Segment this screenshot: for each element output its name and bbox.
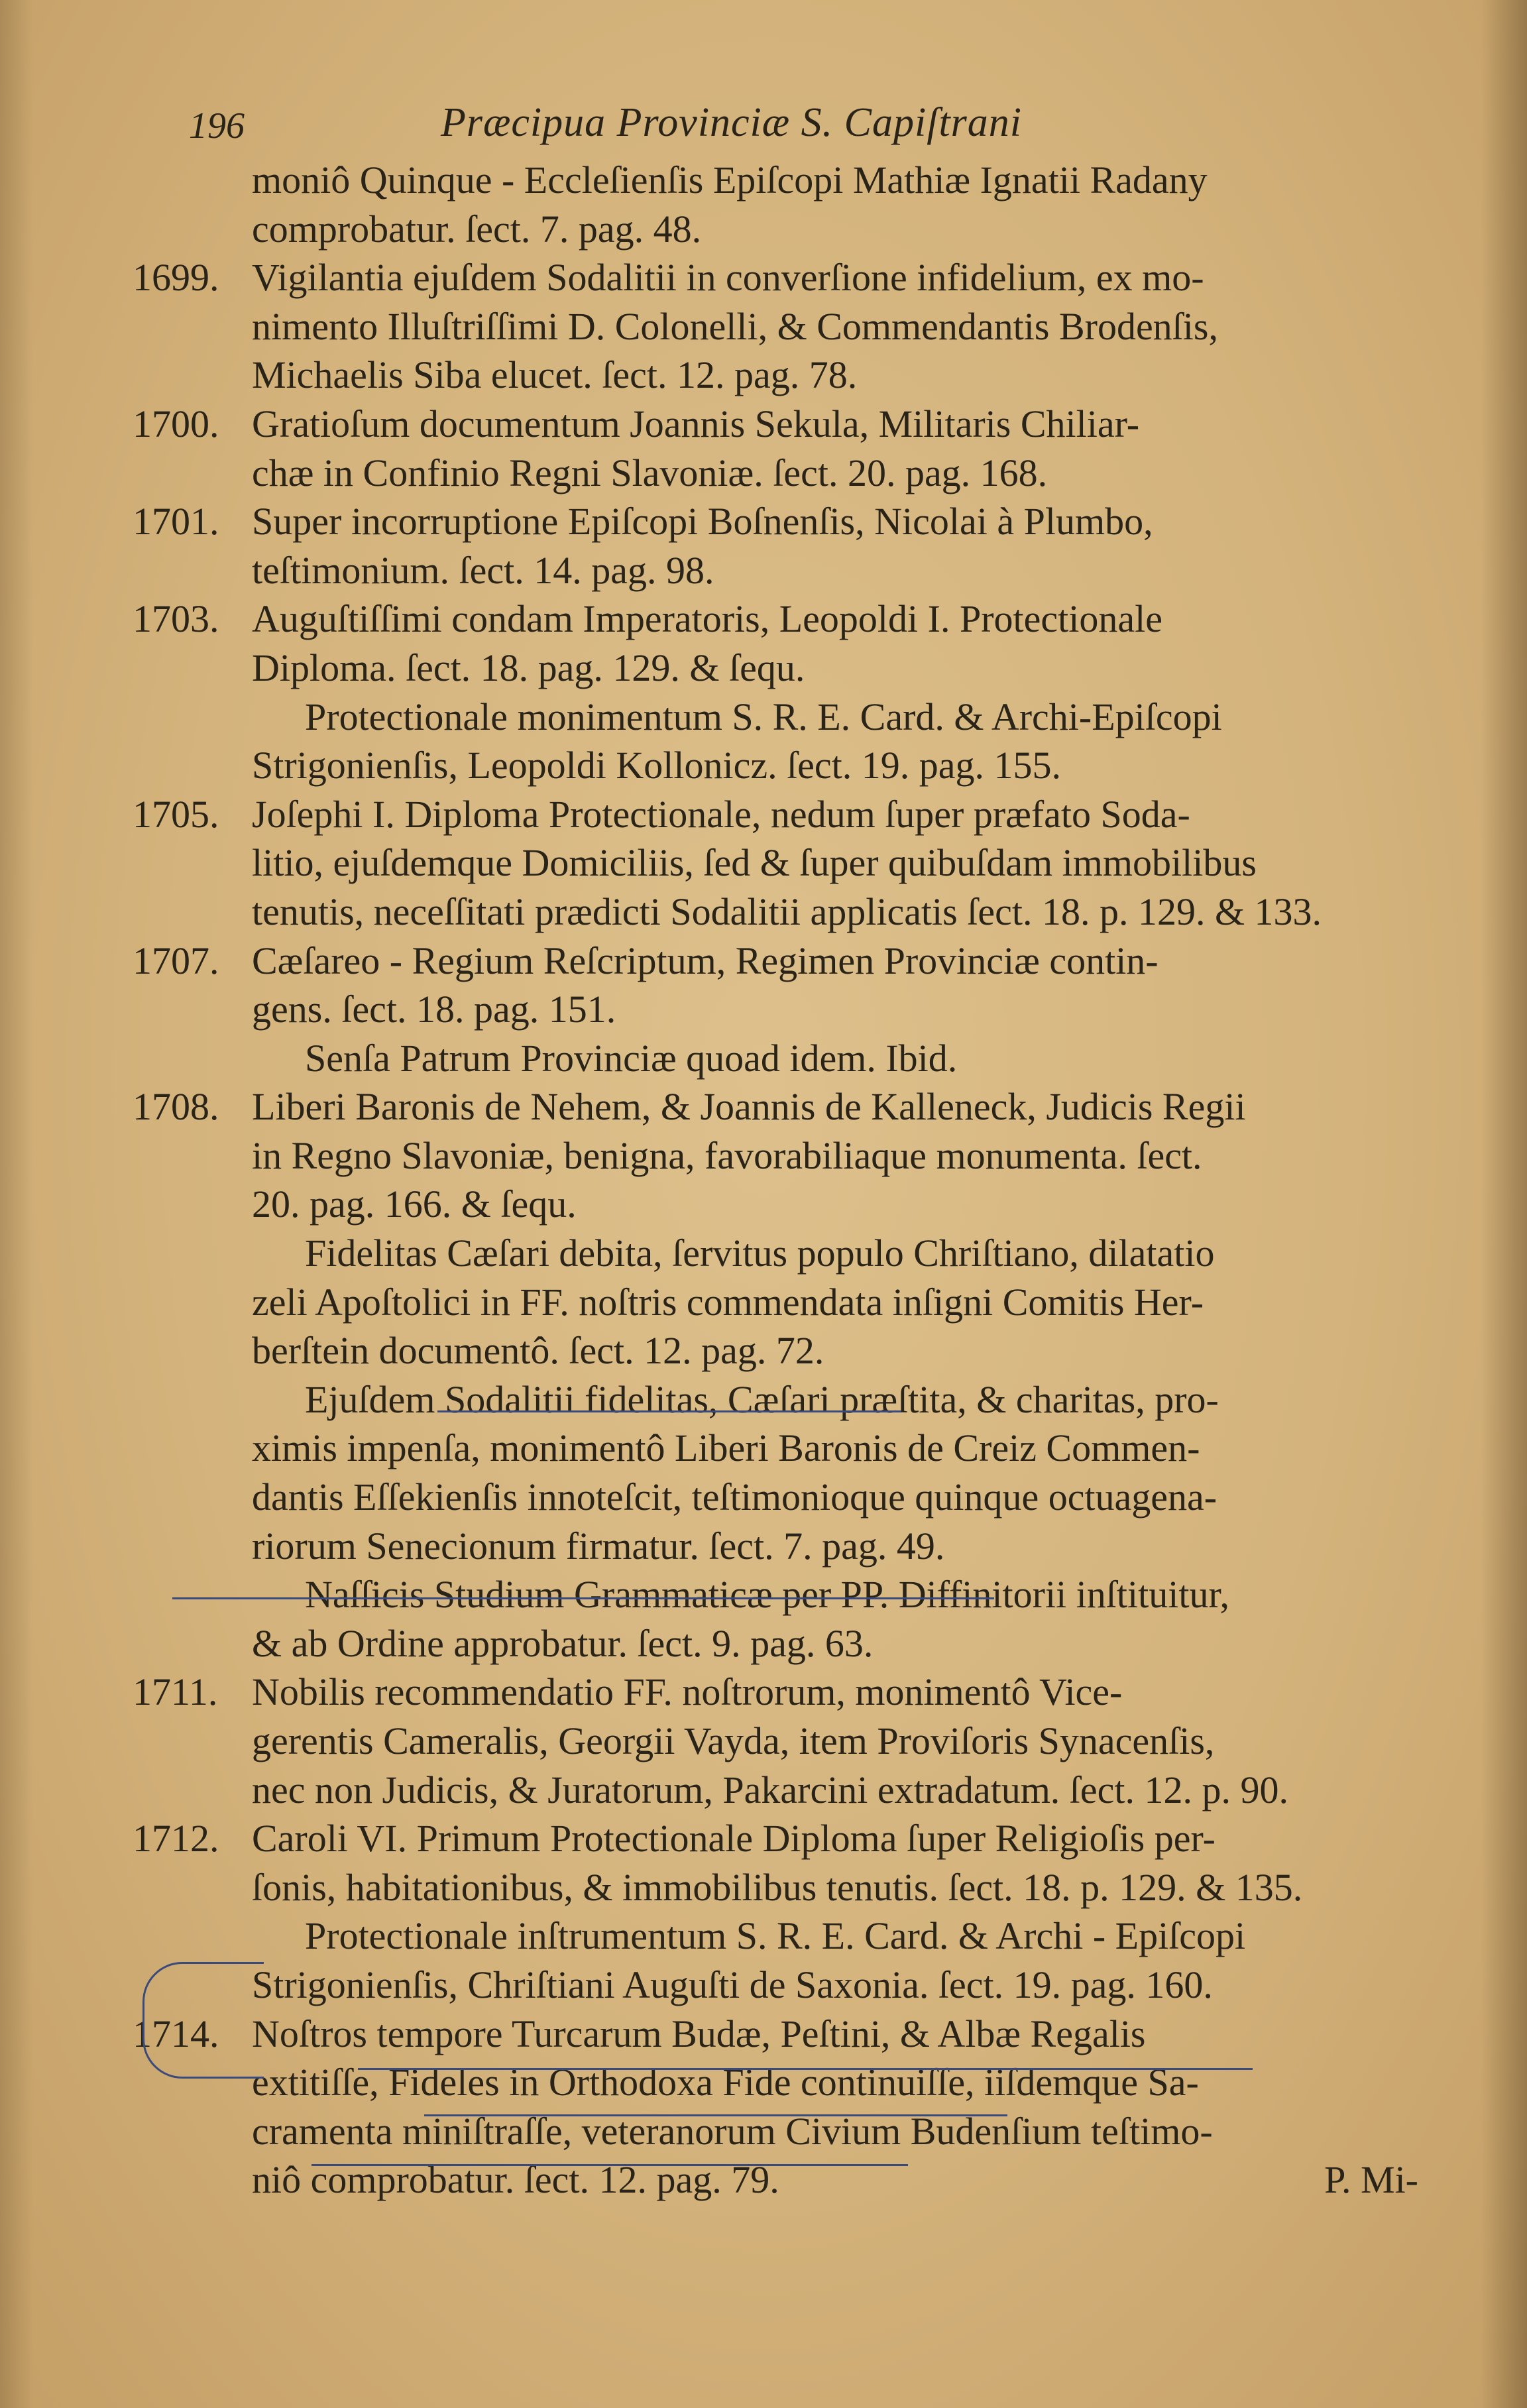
line-text: Caroli VI. Primum Protectionale Diploma ſuper Religioſis per-: [252, 1817, 1216, 1861]
line-text: nimento Illuſtriſſimi D. Colonelli, & Commendantis Brodenſis,: [252, 304, 1218, 348]
year-label: 1703.: [133, 597, 219, 641]
line-text: chæ in Confinio Regni Slavoniæ. ſect. 20. pag. 168.: [252, 451, 1048, 494]
pen-underline: [172, 1597, 994, 1599]
text-line: [133, 1424, 1432, 1473]
text-line: [133, 1278, 1432, 1327]
year-label: 1712.: [133, 1817, 219, 1861]
text-line: [133, 2058, 1432, 2107]
year-label: 1708.: [133, 1085, 219, 1129]
year-label: 1699.: [133, 256, 219, 300]
text-line: [133, 888, 1432, 937]
pen-underline: [311, 2164, 908, 2166]
line-text: Cæſareo - Regium Reſcriptum, Regimen Provinciæ contin-: [252, 939, 1159, 982]
line-text: gerentis Cameralis, Georgii Vayda, item Proviſoris Synacenſis,: [252, 1719, 1215, 1762]
text-line: [133, 937, 1432, 986]
text-line: [133, 497, 1432, 546]
pen-underline: [424, 2114, 1007, 2116]
text-line: [133, 1326, 1432, 1375]
line-text: Joſephi I. Diploma Protectionale, nedum ſuper præfato Soda-: [252, 792, 1190, 836]
line-text: zeli Apoſtolici in FF. noſtris commendata inſigni Comitis Her-: [252, 1280, 1204, 1324]
text-line: [133, 985, 1432, 1034]
text-line: [133, 1717, 1432, 1766]
line-text: gens. ſect. 18. pag. 151.: [252, 988, 616, 1031]
year-label: 1701.: [133, 500, 219, 544]
text-line: [133, 1473, 1432, 1522]
line-text: Senſa Patrum Provinciæ quoad idem. Ibid.: [305, 1036, 958, 1080]
line-text: Strigonienſis, Leopoldi Kollonicz. ſect. 19. pag. 155.: [252, 744, 1062, 787]
text-line: [133, 1912, 1432, 1961]
line-text: Naſſicis Studium Grammaticæ per PP. Diffinitorii inſtituitur,: [305, 1573, 1229, 1617]
text-line: [133, 1180, 1432, 1229]
year-label: 1711.: [133, 1670, 218, 1714]
text-line: [133, 1814, 1432, 1863]
text-line: [133, 400, 1432, 449]
line-text: Fidelitas Cæſari debita, ſervitus populo Chriſtiano, dilatatio: [305, 1232, 1215, 1275]
line-text: Liberi Baronis de Nehem, & Joannis de Kalleneck, Judicis Regii: [252, 1085, 1246, 1129]
line-text: Vigilantia ejuſdem Sodalitii in converſione infidelium, ex mo-: [252, 256, 1204, 300]
line-text: Super incorruptione Epiſcopi Boſnenſis, Nicolai à Plumbo,: [252, 500, 1153, 544]
text-line: [133, 302, 1432, 351]
text-line: [133, 1034, 1432, 1083]
line-text: teſtimonium. ſect. 14. pag. 98.: [252, 548, 714, 592]
text-line: [133, 1522, 1432, 1571]
text-line: [133, 1619, 1432, 1668]
pen-underline: [437, 1410, 901, 1412]
text-line: [133, 1375, 1432, 1424]
line-text: ximis impenſa, monimentô Liberi Baronis de Creiz Commen-: [252, 1426, 1200, 1470]
page-edge-left: [0, 0, 33, 2408]
text-line: [133, 156, 1432, 205]
pen-bracket: [142, 1962, 264, 2079]
line-text: Protectionale inſtrumentum S. R. E. Card. & Archi - Epiſcopi: [305, 1914, 1246, 1958]
year-label: 1707.: [133, 939, 219, 982]
text-line: [133, 741, 1432, 790]
line-text: tenutis, neceſſitati prædicti Sodalitii applicatis ſect. 18. p. 129. & 133.: [252, 889, 1322, 933]
line-text: cramenta miniſtraſſe, veteranorum Civium Budenſium teſtimo-: [252, 2109, 1213, 2153]
line-text: Gratioſum documentum Joannis Sekula, Militaris Chiliar-: [252, 402, 1140, 445]
line-text: in Regno Slavoniæ, benigna, favorabiliaque monumenta. ſect.: [252, 1133, 1202, 1177]
text-line: [133, 205, 1432, 254]
line-text: moniô Quinque - Eccleſienſis Epiſcopi Mathiæ Ignatii Radany: [252, 158, 1208, 201]
line-text: niô comprobatur. ſect. 12. pag. 79.: [252, 2158, 779, 2202]
year-label: 1705.: [133, 792, 219, 836]
line-text: & ab Ordine approbatur. ſect. 9. pag. 63.: [252, 1621, 874, 1665]
text-line: [133, 449, 1432, 498]
line-text: extitiſſe, Fideles in Orthodoxa Fide continuiſſe, iiſdemque Sa-: [252, 2061, 1199, 2104]
catchword: P. Mi-: [1324, 2158, 1418, 2202]
year-label: 1700.: [133, 402, 219, 445]
text-line: [133, 1668, 1432, 1717]
body-text: [133, 156, 1432, 2205]
year-label: 1714.: [133, 2012, 219, 2055]
text-line: [133, 838, 1432, 888]
line-text: Strigonienſis, Chriſtiani Auguſti de Saxonia. ſect. 19. pag. 160.: [252, 1963, 1213, 2006]
line-text: dantis Eſſekienſis innoteſcit, teſtimonioque quinque octuagena-: [252, 1475, 1217, 1519]
line-text: berſtein documentô. ſect. 12. pag. 72.: [252, 1329, 824, 1373]
page-edge-right: [1481, 0, 1527, 2408]
text-line: [133, 595, 1432, 644]
text-line: [133, 1131, 1432, 1180]
line-text: 20. pag. 166. & ſequ.: [252, 1182, 577, 1226]
page-number: 196: [189, 105, 245, 146]
text-line: [133, 1863, 1432, 1912]
text-line: [133, 351, 1432, 400]
text-line: [133, 1961, 1432, 2010]
running-head: Præcipua Provinciæ S. Capiſtrani: [441, 100, 1023, 145]
line-text: Noſtros tempore Turcarum Budæ, Peſtini, & Albæ Regalis: [252, 2012, 1146, 2055]
text-line: [133, 2010, 1432, 2059]
line-text: Diploma. ſect. 18. pag. 129. & ſequ.: [252, 646, 805, 689]
text-line: [133, 546, 1432, 595]
text-line: [133, 253, 1432, 302]
page-header: [189, 99, 1422, 152]
text-line: [133, 1229, 1432, 1278]
line-text: comprobatur. ſect. 7. pag. 48.: [252, 207, 702, 251]
line-text: Michaelis Siba elucet. ſect. 12. pag. 78.: [252, 353, 858, 397]
text-line: [133, 1766, 1432, 1815]
line-text: litio, ejuſdemque Domiciliis, ſed & ſuper quibuſdam immobilibus: [252, 841, 1257, 885]
line-text: Auguſtiſſimi condam Imperatoris, Leopoldi I. Protectionale: [252, 597, 1162, 641]
pen-underline: [358, 2068, 1253, 2070]
line-text: nec non Judicis, & Juratorum, Pakarcini extradatum. ſect. 12. p. 90.: [252, 1768, 1289, 1811]
line-text: Ejuſdem Sodalitii fidelitas, Cæſari præſtita, & charitas, pro-: [305, 1377, 1219, 1421]
text-line: [133, 693, 1432, 742]
text-line: [133, 2155, 1432, 2205]
text-line: [133, 644, 1432, 693]
line-text: Nobilis recommendatio FF. noſtrorum, monimentô Vice-: [252, 1670, 1123, 1714]
text-line: [133, 1570, 1432, 1619]
text-line: [133, 1082, 1432, 1131]
text-line: [133, 790, 1432, 839]
line-text: ſonis, habitationibus, & immobilibus tenutis. ſect. 18. p. 129. & 135.: [252, 1865, 1303, 1909]
line-text: riorum Senecionum firmatur. ſect. 7. pag. 49.: [252, 1524, 945, 1568]
line-text: Protectionale monimentum S. R. E. Card. & Archi-Epiſcopi: [305, 695, 1222, 738]
